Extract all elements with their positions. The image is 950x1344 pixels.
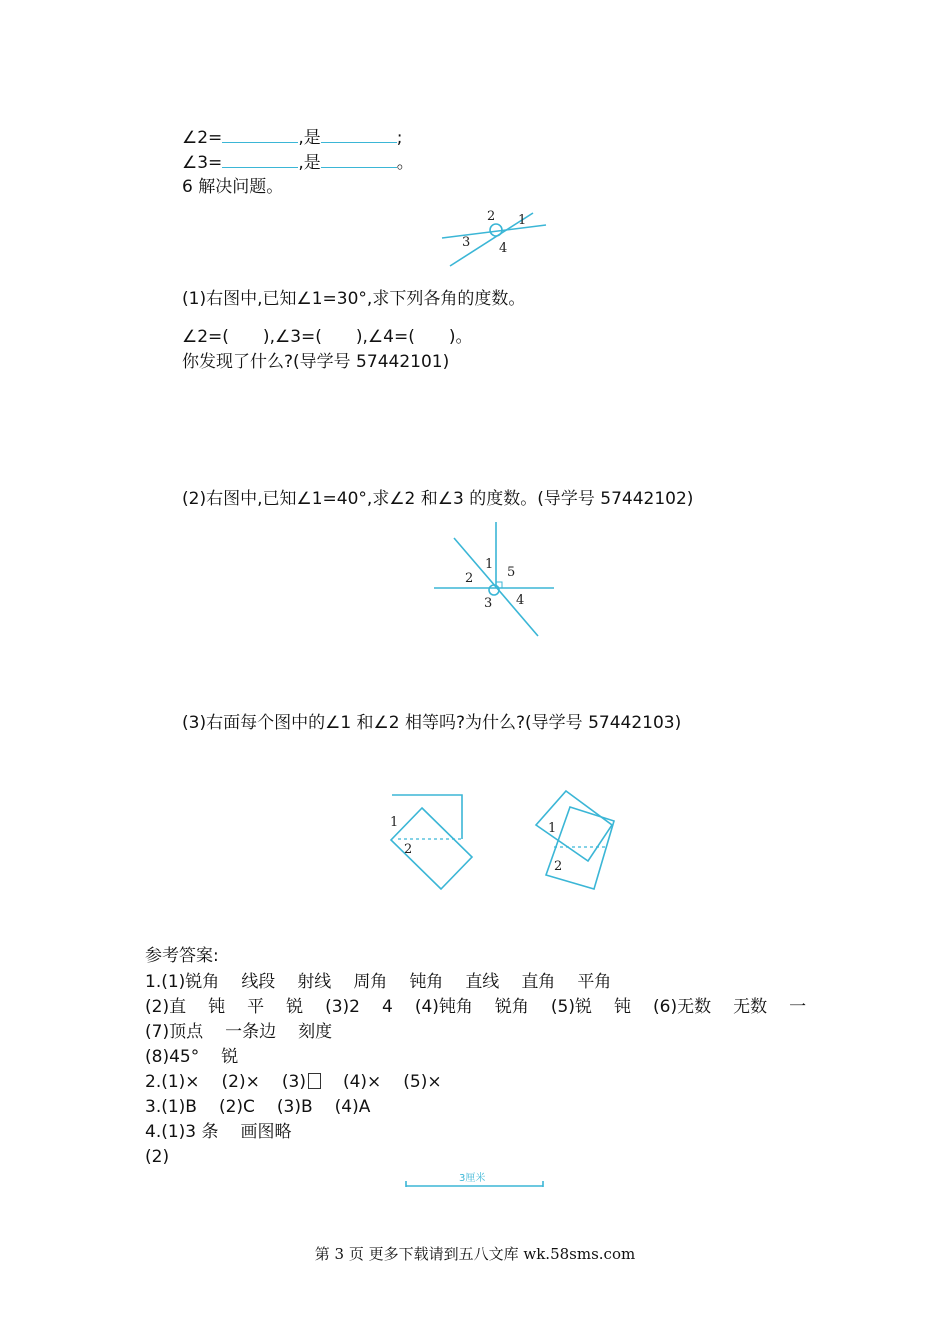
answer-item: (5)锐 xyxy=(550,997,593,1017)
figure-folded-rectangle-b xyxy=(528,785,628,895)
answer-line-1 xyxy=(145,971,611,993)
answer-line-6 xyxy=(145,1096,370,1118)
figure3a-rectangle xyxy=(392,795,462,839)
figure3a-label-1: 1 xyxy=(390,815,399,830)
answer-item: (6)无数 xyxy=(653,997,712,1017)
p1-followup: 你发现了什么?(导学号 57442101) xyxy=(182,352,450,372)
answer-item: 平角 xyxy=(577,972,612,992)
q2-blank-1[interactable] xyxy=(222,126,298,143)
answer-item: 锐角 xyxy=(494,997,529,1017)
q2-end: ; xyxy=(396,128,403,148)
answer-item: 一条边 xyxy=(225,1022,277,1042)
q3-blank-2[interactable] xyxy=(321,151,397,168)
figure-three-lines xyxy=(430,518,560,643)
figure2-label-1: 1 xyxy=(485,557,494,572)
figure2-label-5: 5 xyxy=(507,565,516,580)
answer-item: (5)× xyxy=(403,1072,442,1092)
answer-item: 4 xyxy=(382,997,393,1017)
p1-question: (1)右图中,已知∠1=30°,求下列各角的度数。 xyxy=(182,289,526,309)
answer-item: 1.(1)锐角 xyxy=(145,972,220,992)
answer-item: (2)直 xyxy=(145,997,187,1017)
answer-line-2 xyxy=(145,996,806,1018)
answer-item: 线段 xyxy=(241,972,276,992)
answer-item: 平 xyxy=(247,997,265,1017)
answer-item: 锐 xyxy=(221,1047,239,1067)
missing-glyph-box xyxy=(308,1073,321,1089)
figure1-label-4: 4 xyxy=(499,241,508,256)
p1-answers-line: ∠2=( ),∠3=( ),∠4=( )。 xyxy=(182,327,473,347)
figure2-label-2: 2 xyxy=(465,571,474,586)
answer-item: (8)45° xyxy=(145,1047,200,1067)
p2-question: (2)右图中,已知∠1=40°,求∠2 和∠3 的度数。(导学号 57442102) xyxy=(182,489,694,509)
answer-item: (4)× xyxy=(342,1072,382,1092)
figure3a-label-2: 2 xyxy=(404,842,413,857)
segment-3cm xyxy=(400,1166,550,1192)
answer-item: (2)C xyxy=(218,1097,255,1117)
answer-item: (4)A xyxy=(334,1097,371,1117)
answers-heading: 参考答案: xyxy=(145,946,219,966)
page-footer: 第 3 页 更多下载请到五八文库 wk.58sms.com xyxy=(314,1245,636,1263)
answer-line-7 xyxy=(145,1121,292,1143)
answer-item: (3)B xyxy=(276,1097,313,1117)
answer-item: 2.(1)× xyxy=(145,1072,200,1092)
figure1-label-1: 1 xyxy=(518,213,527,228)
answer-line-8 xyxy=(145,1146,169,1168)
answer-item: 钝 xyxy=(614,997,632,1017)
answer-item: (3) xyxy=(281,1072,306,1092)
q3-blank-1[interactable] xyxy=(222,151,298,168)
figure2-angle-mark xyxy=(489,585,499,595)
figure1-label-2: 2 xyxy=(487,209,496,224)
figure-intersecting-lines-1 xyxy=(430,200,560,275)
q3-end: 。 xyxy=(396,153,414,173)
answer-item: 射线 xyxy=(297,972,332,992)
answer-item: 4.(1)3 条 xyxy=(145,1122,219,1142)
q2-mid: ,是 xyxy=(298,128,321,148)
answer-item: (4)钝角 xyxy=(414,997,473,1017)
answer-item: 锐 xyxy=(286,997,304,1017)
answer-item: (7)顶点 xyxy=(145,1022,204,1042)
answer-item: (2)× xyxy=(221,1072,260,1092)
q2-line xyxy=(182,126,402,149)
answer-line-4 xyxy=(145,1046,238,1068)
answer-item: 画图略 xyxy=(240,1122,292,1142)
q3-line xyxy=(182,151,414,174)
answer-item: 一 xyxy=(789,997,807,1017)
figure3b-label-1: 1 xyxy=(548,821,557,836)
answer-item: (3)2 xyxy=(325,997,360,1017)
answer-item: 直线 xyxy=(465,972,500,992)
answer-item: 无数 xyxy=(733,997,768,1017)
answer-item: 刻度 xyxy=(298,1022,333,1042)
figure2-label-3: 3 xyxy=(484,596,493,611)
section6-title: 6 解决问题。 xyxy=(182,177,284,197)
answer-item: 直角 xyxy=(521,972,556,992)
answer-line-5 xyxy=(145,1071,442,1093)
answer-item: 钝 xyxy=(208,997,226,1017)
figure3b-label-2: 2 xyxy=(554,859,563,874)
figure1-label-3: 3 xyxy=(462,235,471,250)
figure2-label-4: 4 xyxy=(516,593,525,608)
q2-prefix: ∠2= xyxy=(182,128,223,148)
p3-question: (3)右面每个图中的∠1 和∠2 相等吗?为什么?(导学号 57442103) xyxy=(182,713,682,733)
answer-item: 周角 xyxy=(353,972,388,992)
figure-folded-rectangle-a xyxy=(380,785,480,895)
answer-item: 3.(1)B xyxy=(145,1097,197,1117)
q2-blank-2[interactable] xyxy=(321,126,397,143)
q3-prefix: ∠3= xyxy=(182,153,223,173)
segment-label: 3厘米 xyxy=(459,1173,486,1184)
q3-mid: ,是 xyxy=(298,153,321,173)
answer-item: 钝角 xyxy=(409,972,444,992)
answer-item: (2) xyxy=(145,1147,170,1167)
answer-line-3 xyxy=(145,1021,332,1043)
